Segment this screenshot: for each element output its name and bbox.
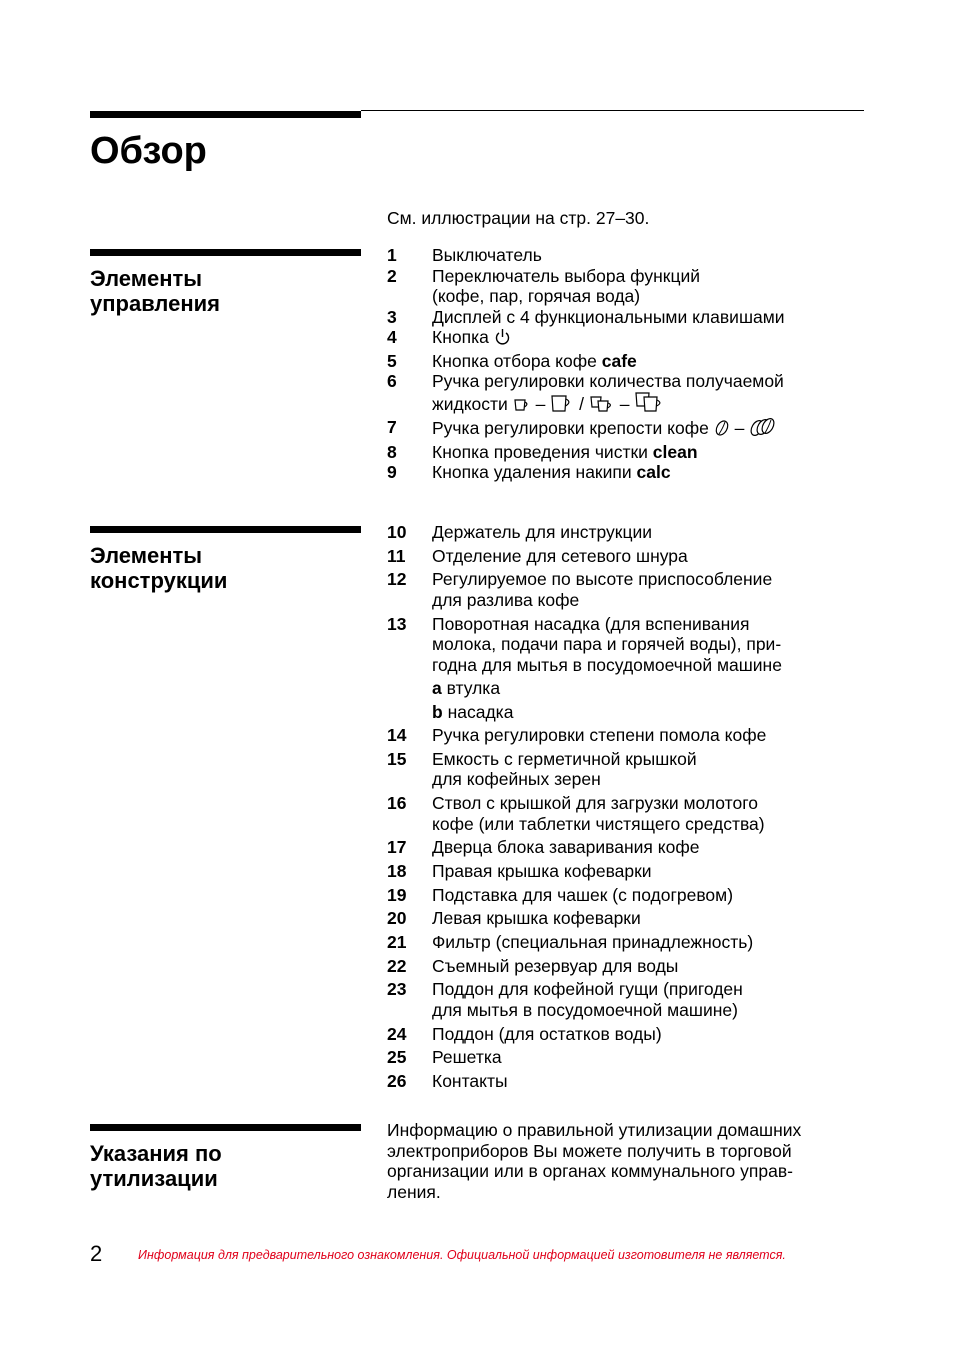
list-item: 4 Кнопка <box>387 327 857 351</box>
list-item: 19 Подставка для чашек (с подогревом) <box>387 884 734 905</box>
construction-list <box>387 522 857 1095</box>
list-item: 2 Переключатель выбора функций (кофе, пар, горячая вода) <box>387 265 701 306</box>
list-item: 26 Контакты <box>387 1071 508 1091</box>
header-thin-rule <box>361 110 864 111</box>
list-item: 23 Поддон для кофейной гущи (пригоден для мытья в посудомоечной машине) <box>387 979 743 1020</box>
list-item: 1 Выключатель <box>387 245 542 265</box>
disposal-text: Информацию о правильной утилизации домашних электроприборов Вы можете получить в торговой организации или в органах коммунального управ- ления. <box>387 1120 802 1202</box>
list-item: 6 Ручка регулировки количества получаемой жидкости – / – <box>387 371 857 417</box>
controls-list <box>387 245 857 483</box>
list-item: 14 Ручка регулировки степени помола кофе <box>387 725 767 746</box>
list-item: 17 Дверца блока заваривания кофе <box>387 837 700 858</box>
controls-heading: Элементы управления <box>90 266 221 316</box>
disposal-heading: Указания по утилизации <box>90 1141 222 1191</box>
disposal-rule <box>90 1124 361 1131</box>
intro-text: См. иллюстрации на стр. 27–30. <box>387 208 650 228</box>
construction-rule <box>90 526 361 533</box>
list-item: 5 Кнопка отбора кофе cafe <box>387 350 637 371</box>
list-item: 18 Правая крышка кофеварки <box>387 861 652 881</box>
footer-note: Информация для предварительного ознакомления. Официальной информацией изготовителя не является. <box>138 1248 786 1262</box>
header-thick-rule <box>90 111 361 118</box>
list-item: 20 Левая крышка кофеварки <box>387 908 641 929</box>
list-item: 9 Кнопка удаления накипи calc <box>387 462 671 482</box>
small-cup-icon <box>513 396 531 418</box>
two-small-cups-icon <box>589 394 615 418</box>
list-item: 25 Решетка <box>387 1047 502 1068</box>
page-number: 2 <box>90 1241 103 1266</box>
construction-heading: Элементы конструкции <box>90 543 228 593</box>
large-cup-icon <box>550 394 574 418</box>
power-icon <box>494 328 511 351</box>
single-bean-icon <box>714 419 730 442</box>
three-beans-icon <box>749 417 775 442</box>
list-item: 13 Поворотная насадка (для вспенивания молока, подачи пара и горячей воды), при- годна для мытья в посудомоечной машине a втулка b насадка <box>387 614 857 723</box>
list-item: 8 Кнопка проведения чистки clean <box>387 441 698 462</box>
list-item: 16 Ствол с крышкой для загрузки молотого кофе (или таблетки чистящего средства) <box>387 793 765 834</box>
list-item: 22 Съемный резервуар для воды <box>387 955 679 976</box>
controls-rule <box>90 249 361 256</box>
list-item: 21 Фильтр (специальная принадлежность) <box>387 932 754 953</box>
list-item: 11 Отделение для сетевого шнура <box>387 545 688 566</box>
sub-item-b: b насадка <box>432 701 514 722</box>
list-item: 15 Емкость с герметичной крышкой для кофейных зерен <box>387 748 697 790</box>
list-item: 12 Регулируемое по высоте приспособление для разлива кофе <box>387 569 773 610</box>
list-item: 10 Держатель для инструкции <box>387 522 653 542</box>
list-item: 3 Дисплей с 4 функциональными клавишами <box>387 306 785 327</box>
list-item: 24 Поддон (для остатков воды) <box>387 1023 662 1044</box>
list-item: 7 Ручка регулировки крепости кофе – <box>387 417 857 442</box>
sub-item-a: a втулка <box>432 678 501 699</box>
page-title: Обзор <box>90 130 207 172</box>
two-large-cups-icon <box>634 392 664 418</box>
